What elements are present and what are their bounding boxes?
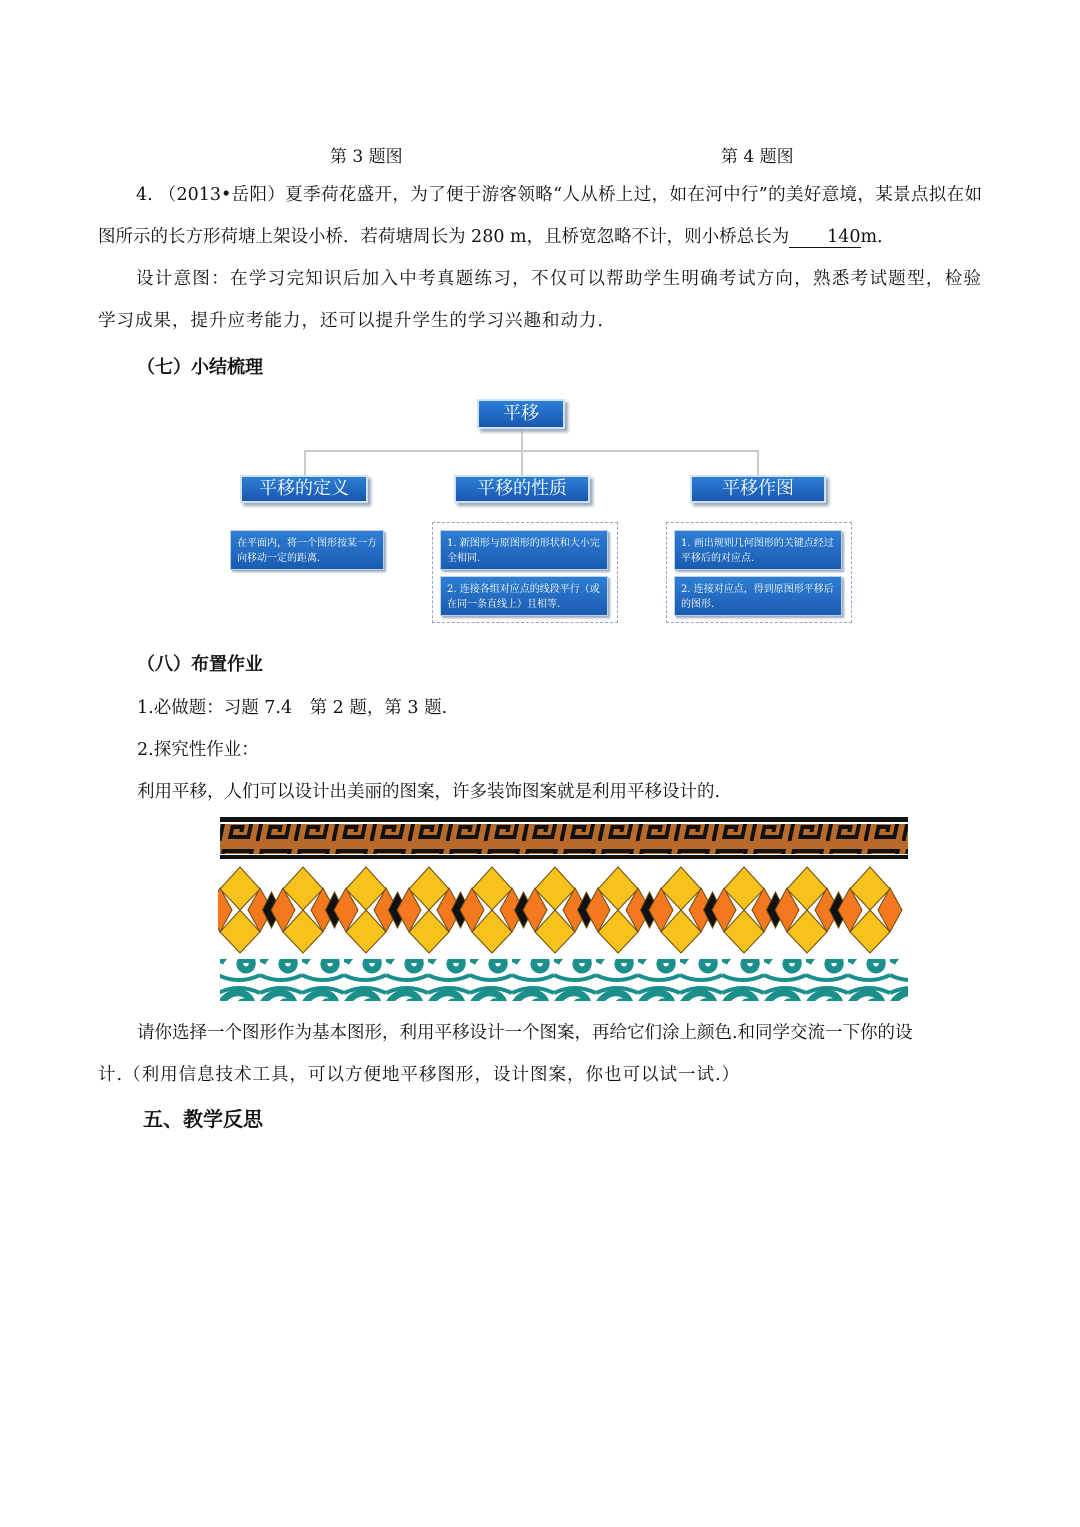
homework-explore-label: 2.探究性作业： — [137, 740, 259, 760]
mindmap-root-node: 平移 — [477, 399, 565, 429]
meander-border-pattern — [220, 817, 908, 859]
figure-3-caption: 第 3 题图 — [330, 147, 403, 167]
homework-required: 1.必做题：习题 7.4 第 2 题，第 3 题. — [137, 698, 448, 718]
section-5-heading: 五、教学反思 — [143, 1107, 263, 1131]
drawing-item-1: 1. 画出规则几何图形的关键点经过平移后的对应点． — [674, 530, 842, 570]
properties-item-2: 2. 连接各组对应点的线段平行（或在同一条直线上）且相等． — [440, 576, 608, 616]
section-8-heading: （八）布置作业 — [137, 654, 263, 675]
branch-drawing-node: 平移作图 — [690, 475, 826, 503]
problem-4 — [98, 174, 982, 258]
connector-horizontal — [304, 450, 759, 452]
branch-definition-node: 平移的定义 — [240, 475, 368, 503]
design-intent: 设计意图：在学习完知识后加入中考真题练习，不仅可以帮助学生明确考试方向，熟悉考试题型，检验学习成果，提升应考能力，还可以提升学生的学习兴趣和动力． — [98, 269, 982, 331]
decorative-patterns — [218, 815, 910, 1001]
branch-properties-node: 平移的性质 — [454, 475, 590, 503]
connector-left — [304, 450, 306, 476]
homework-task-line-2: 计.（利用信息技术工具，可以方便地平移图形，设计图案，你也可以试一试.） — [98, 1065, 741, 1085]
properties-item-1: 1. 新图形与原图形的形状和大小完全相同． — [440, 530, 608, 570]
connector-right — [757, 450, 759, 476]
homework-explore-intro: 利用平移，人们可以设计出美丽的图案，许多装饰图案就是利用平移设计的. — [137, 782, 721, 802]
problem-4-text: 4. （2013•岳阳）夏季荷花盛开，为了便于游客领略“人从桥上过，如在河中行”的美好意境，某景点拟在如图所示的长方形荷塘上架设小桥．若荷塘周长为 280 m，且桥宽忽略不计，则小桥总长为 — [98, 185, 982, 247]
drawing-item-2: 2. 连接对应点，得到原图形平移后的图形． — [674, 576, 842, 616]
definition-item: 在平面内，将一个图形按某一方向移动一定的距离． — [230, 530, 384, 570]
problem-4-unit: m． — [860, 227, 895, 247]
figure-4-caption: 第 4 题图 — [721, 147, 794, 167]
wave-border-pattern — [220, 959, 908, 1001]
connector-root — [521, 428, 523, 452]
problem-4-answer: 140 — [789, 227, 860, 248]
homework-task-line-1: 请你选择一个图形作为基本图形，利用平移设计一个图案，再给它们涂上颜色.和同学交流一下你的设 — [137, 1023, 913, 1043]
diamond-border-pattern — [218, 867, 902, 953]
connector-middle — [521, 450, 523, 476]
section-7-heading: （七）小结梳理 — [137, 357, 263, 378]
